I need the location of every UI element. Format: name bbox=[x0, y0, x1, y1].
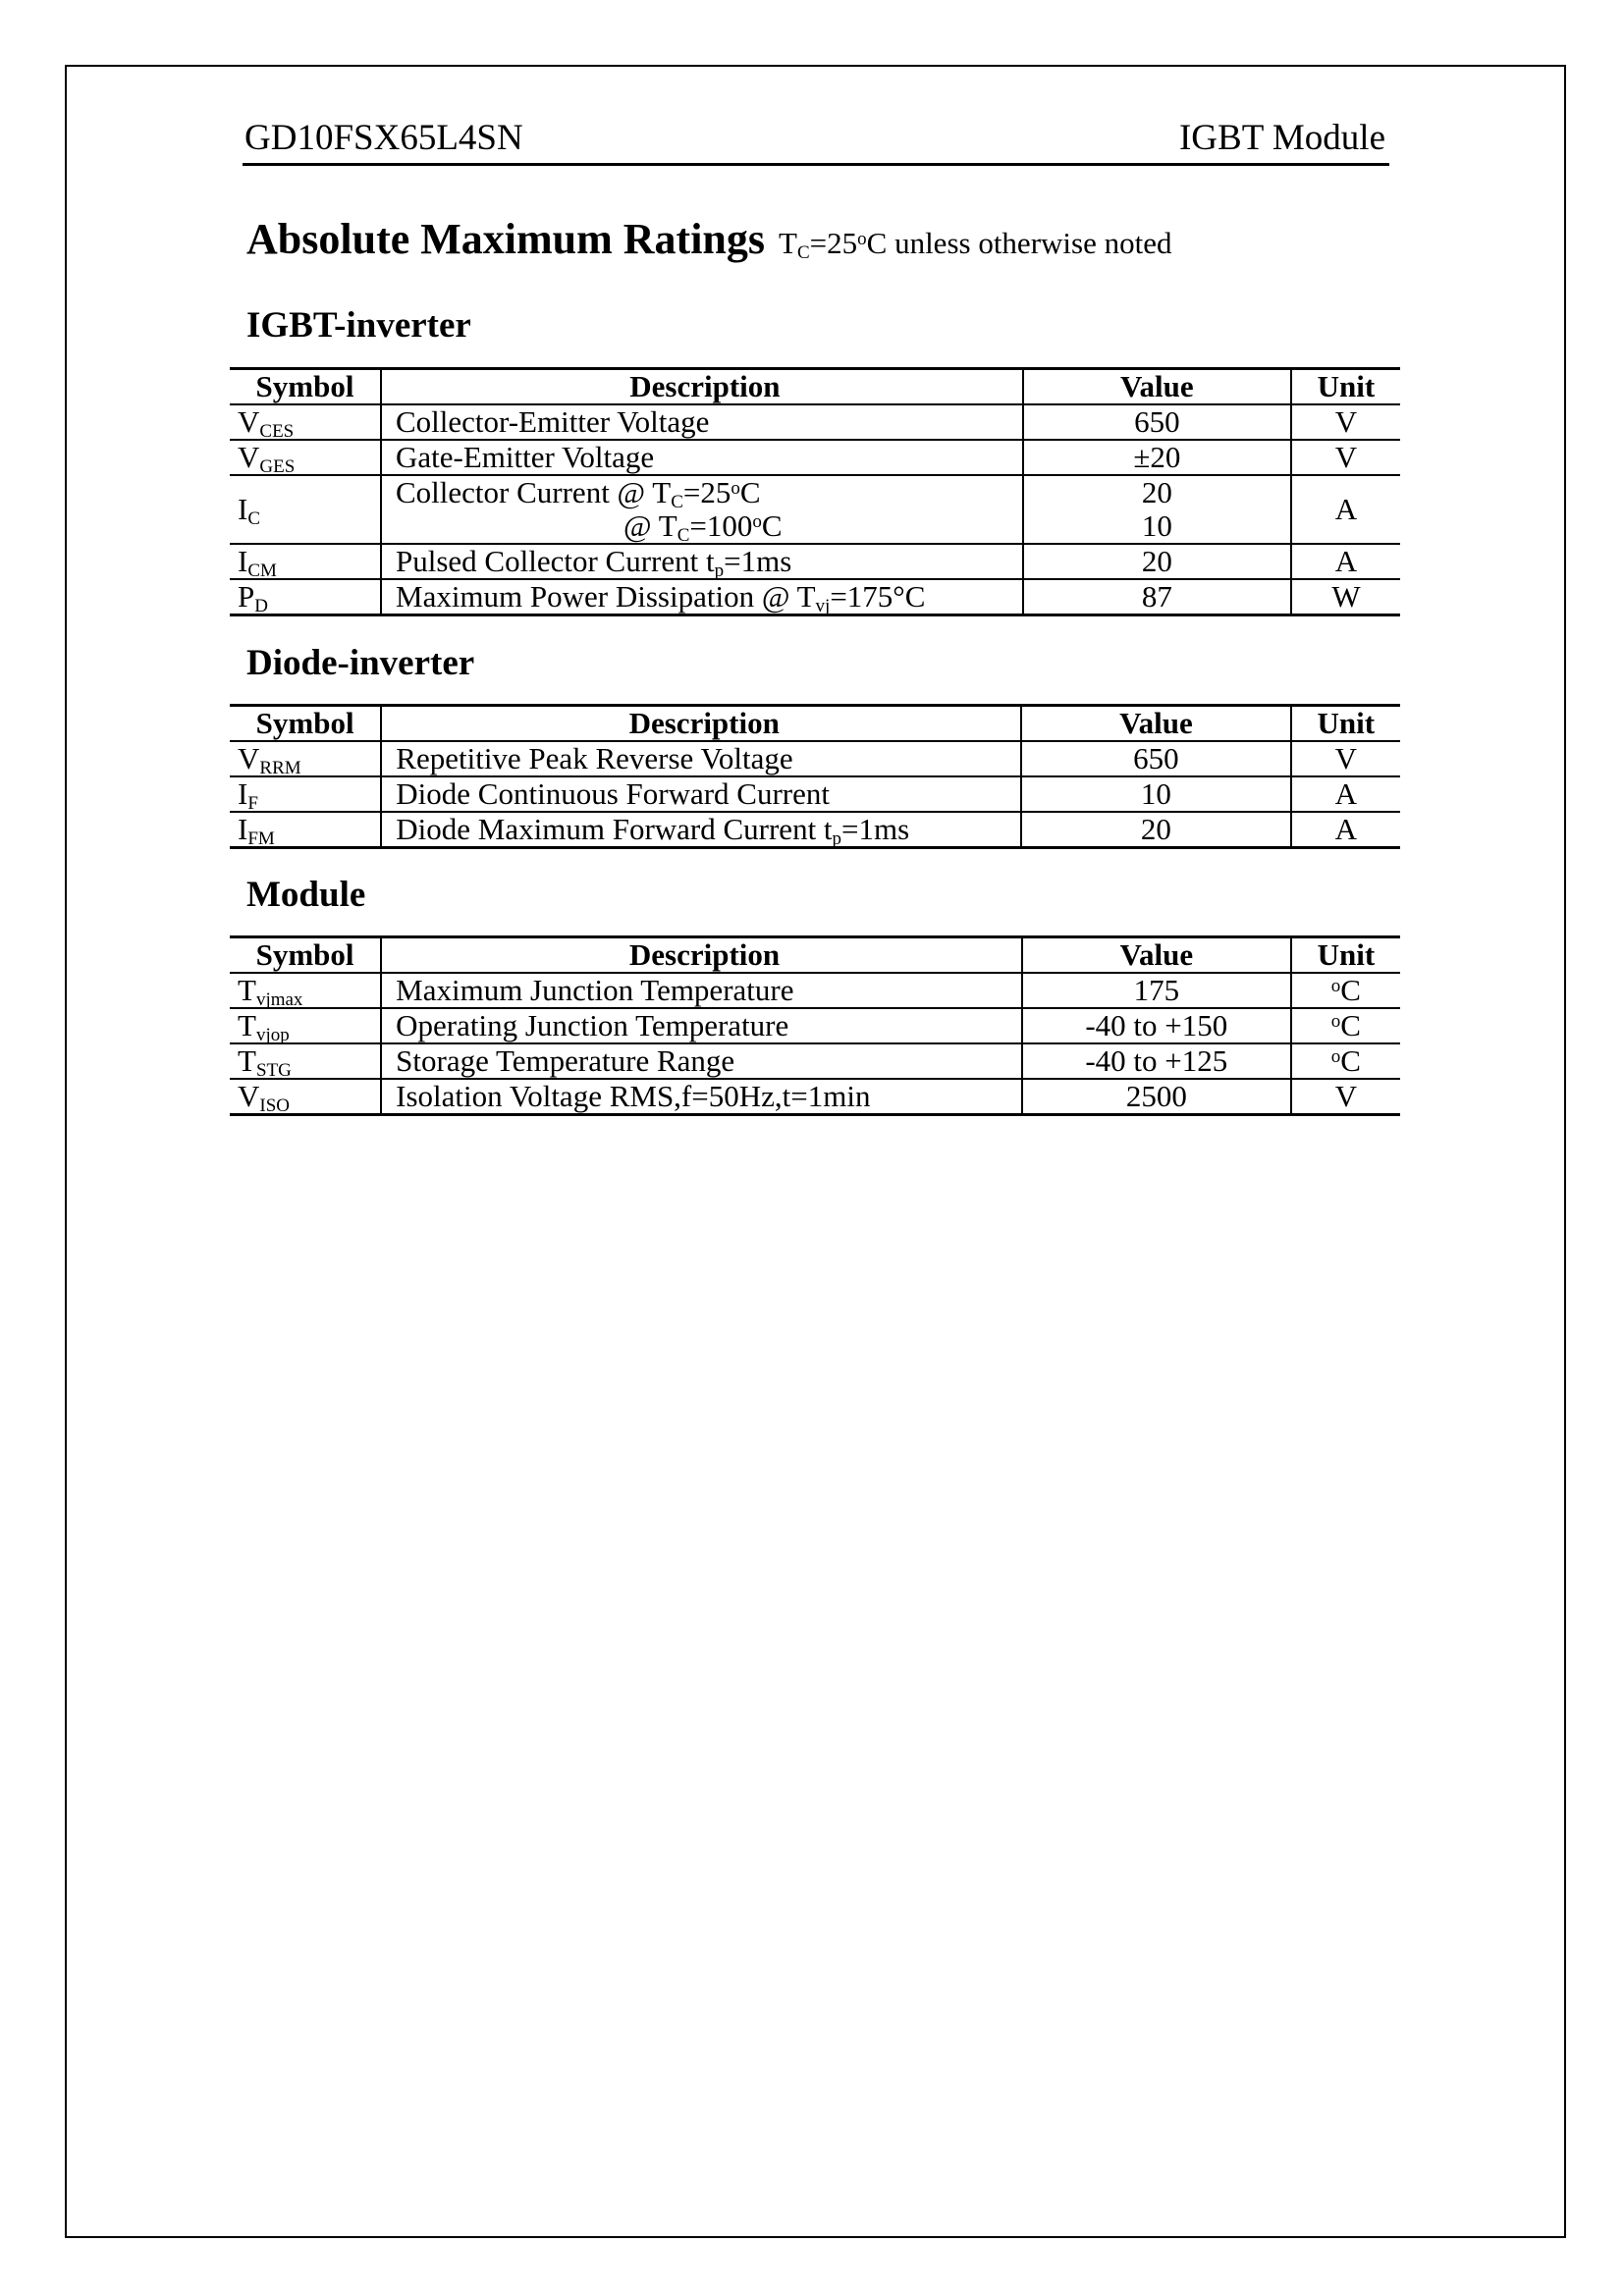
description-cell: Pulsed Collector Current $t_p=1ms$ bbox=[381, 544, 1023, 579]
symbol-cell: $P_D$ bbox=[230, 579, 381, 615]
col-symbol: Symbol bbox=[230, 706, 381, 742]
symbol-cell: $I_C$ bbox=[230, 475, 381, 544]
symbol-cell: $T_{vjop}$ bbox=[230, 1008, 381, 1043]
description-cell: Collector Current @ $T_C=25^oC$ @ $T_C=100^oC$ bbox=[381, 475, 1023, 544]
col-unit: Unit bbox=[1291, 706, 1400, 742]
table-header-row bbox=[230, 369, 1400, 405]
table-row bbox=[230, 440, 1400, 475]
col-value: Value bbox=[1022, 937, 1291, 974]
description-cell: Diode Maximum Forward Current $t_p=1ms$ bbox=[381, 812, 1021, 848]
value-cell: 2500 bbox=[1022, 1079, 1291, 1115]
description-cell: Operating Junction Temperature bbox=[381, 1008, 1022, 1043]
table-row bbox=[230, 544, 1400, 579]
description-cell: Isolation Voltage RMS,f=50Hz,t=1min bbox=[381, 1079, 1022, 1115]
document-type: IGBT Module bbox=[1178, 118, 1385, 158]
value-cell: 20 bbox=[1021, 812, 1291, 848]
unit-cell: V bbox=[1291, 404, 1400, 440]
table-row bbox=[230, 776, 1400, 812]
value-cell: -40 to +150 bbox=[1022, 1008, 1291, 1043]
table-row bbox=[230, 973, 1400, 1008]
title-condition: $T_C=25^oC$ unless otherwise noted bbox=[779, 226, 1172, 263]
table-header-row bbox=[230, 706, 1400, 742]
symbol-cell: $V_{ISO}$ bbox=[230, 1079, 381, 1115]
page-header bbox=[243, 116, 1389, 166]
unit-cell: A bbox=[1291, 812, 1400, 848]
value-cell: 20 bbox=[1023, 544, 1291, 579]
value-cell: 650 bbox=[1021, 741, 1291, 776]
table-row bbox=[230, 1079, 1400, 1115]
unit-cell: A bbox=[1291, 475, 1400, 544]
symbol-cell: $V_{CES}$ bbox=[230, 404, 381, 440]
description-cell: Diode Continuous Forward Current bbox=[381, 776, 1021, 812]
title-main: Absolute Maximum Ratings bbox=[246, 215, 766, 263]
table-row bbox=[230, 1008, 1400, 1043]
unit-cell: $^o$C bbox=[1291, 973, 1400, 1008]
col-unit: Unit bbox=[1291, 937, 1400, 974]
table-row bbox=[230, 1043, 1400, 1079]
col-unit: Unit bbox=[1291, 369, 1400, 405]
table-header-row bbox=[230, 937, 1400, 974]
col-value: Value bbox=[1021, 706, 1291, 742]
unit-cell: V bbox=[1291, 741, 1400, 776]
symbol-cell: $T_{vjmax}$ bbox=[230, 973, 381, 1008]
col-description: Description bbox=[381, 369, 1023, 405]
symbol-cell: $T_{STG}$ bbox=[230, 1043, 381, 1079]
col-value: Value bbox=[1023, 369, 1291, 405]
igbt-table bbox=[230, 367, 1400, 616]
module-section-title: Module bbox=[246, 875, 366, 915]
value-cell: 20 10 bbox=[1023, 475, 1291, 544]
description-cell: Repetitive Peak Reverse Voltage bbox=[381, 741, 1021, 776]
value-cell: 87 bbox=[1023, 579, 1291, 615]
description-cell: Collector-Emitter Voltage bbox=[381, 404, 1023, 440]
symbol-cell: $I_F$ bbox=[230, 776, 381, 812]
unit-cell: A bbox=[1291, 544, 1400, 579]
unit-cell: $^o$C bbox=[1291, 1043, 1400, 1079]
col-symbol: Symbol bbox=[230, 369, 381, 405]
col-symbol: Symbol bbox=[230, 937, 381, 974]
unit-cell: V bbox=[1291, 1079, 1400, 1115]
description-cell: Storage Temperature Range bbox=[381, 1043, 1022, 1079]
unit-cell: V bbox=[1291, 440, 1400, 475]
table-row bbox=[230, 475, 1400, 544]
value-cell: 175 bbox=[1022, 973, 1291, 1008]
col-description: Description bbox=[381, 937, 1022, 974]
table-row bbox=[230, 812, 1400, 848]
page-title bbox=[246, 214, 1171, 264]
symbol-cell: $I_{CM}$ bbox=[230, 544, 381, 579]
igbt-section-title: IGBT-inverter bbox=[246, 305, 471, 346]
table-row bbox=[230, 404, 1400, 440]
description-cell: Maximum Junction Temperature bbox=[381, 973, 1022, 1008]
diode-section-title: Diode-inverter bbox=[246, 643, 475, 683]
table-row bbox=[230, 741, 1400, 776]
unit-cell: $^o$C bbox=[1291, 1008, 1400, 1043]
value-cell: -40 to +125 bbox=[1022, 1043, 1291, 1079]
unit-cell: A bbox=[1291, 776, 1400, 812]
unit-cell: W bbox=[1291, 579, 1400, 615]
symbol-cell: $I_{FM}$ bbox=[230, 812, 381, 848]
table-row bbox=[230, 579, 1400, 615]
value-cell: 650 bbox=[1023, 404, 1291, 440]
description-cell: Gate-Emitter Voltage bbox=[381, 440, 1023, 475]
module-table bbox=[230, 935, 1400, 1116]
col-description: Description bbox=[381, 706, 1021, 742]
symbol-cell: $V_{RRM}$ bbox=[230, 741, 381, 776]
part-number: GD10FSX65L4SN bbox=[244, 118, 523, 158]
symbol-cell: $V_{GES}$ bbox=[230, 440, 381, 475]
diode-table bbox=[230, 704, 1400, 849]
description-cell: Maximum Power Dissipation @ $T_{vj}=175^\circ C$ bbox=[381, 579, 1023, 615]
value-cell: ±20 bbox=[1023, 440, 1291, 475]
value-cell: 10 bbox=[1021, 776, 1291, 812]
